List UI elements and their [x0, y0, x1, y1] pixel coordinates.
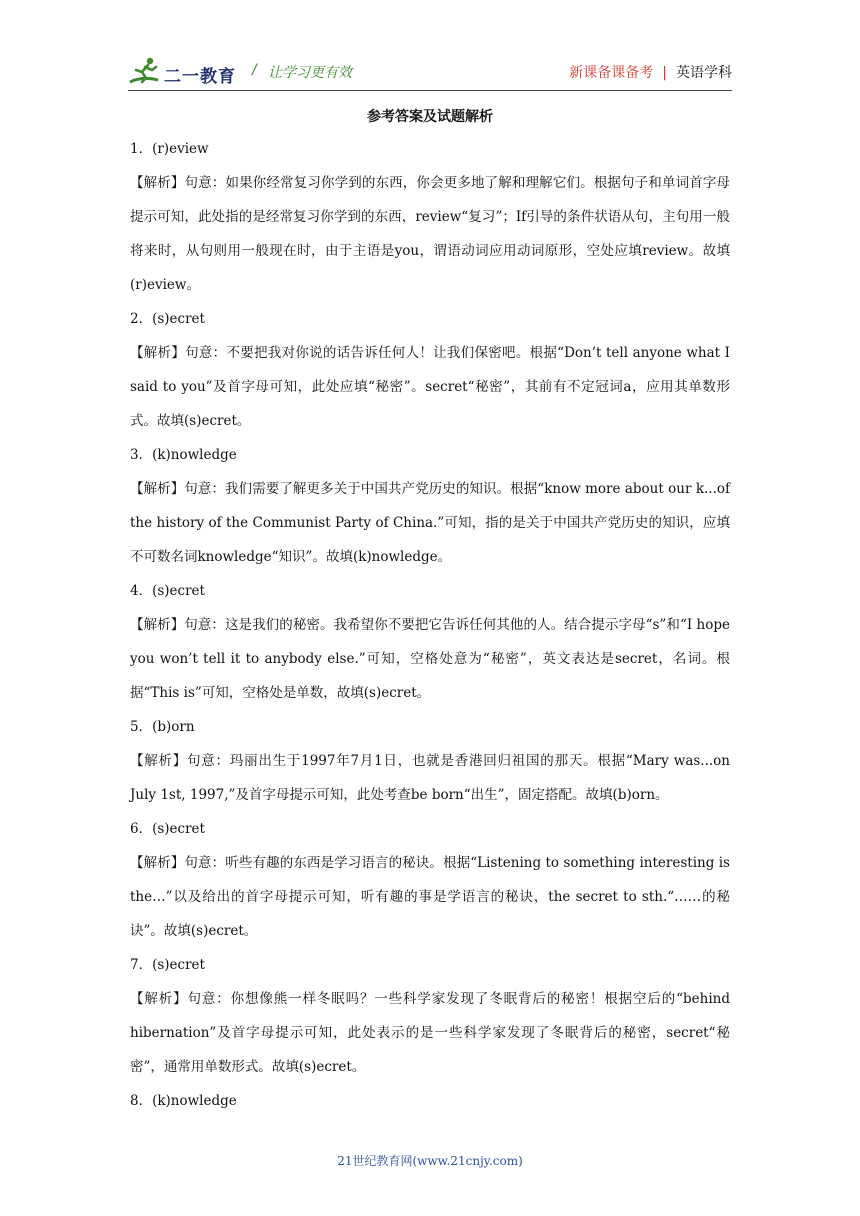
answer-5: 5．(b)orn	[130, 719, 195, 735]
explanation-6: 【解析】句意：听些有趣的东西是学习语言的秘诀。根据“Listening to something interesting is the…”以及给出的首字母提示可知，听有趣的事是学语言的秘诀，the secret to sth.“……的秘诀”。故填(s)ecret。	[130, 855, 730, 939]
explanation-1: 【解析】句意：如果你经常复习你学到的东西，你会更多地了解和理解它们。根据句子和单词首字母提示可知，此处指的是经常复习你学到的东西，review“复习”；If引导的条件状语从句，主句用一般将来时，从句则用一般现在时，由于主语是you，谓语动词应用动词原形，空处应填review。故填(r)eview。	[130, 175, 730, 293]
page-header	[128, 54, 732, 90]
header-subject	[569, 62, 732, 82]
logo-text: 二一教育	[164, 67, 236, 87]
page-title: 参考答案及试题解析	[367, 109, 493, 125]
runner-logo-icon	[128, 56, 164, 86]
page-footer: 21世纪教育网(www.21cnjy.com)	[337, 1154, 523, 1168]
header-divider: |	[662, 65, 667, 81]
slogan-separator: /	[252, 62, 257, 78]
explanation-2: 【解析】句意：不要把我对你说的话告诉任何人！让我们保密吧。根据“Don’t tell anyone what I said to you”及首字母可知，此处应填“秘密”。secret“秘密”，其前有不定冠词a，应用其单数形式。故填(s)ecret。	[130, 345, 730, 429]
answer-8: 8．(k)nowledge	[130, 1093, 237, 1109]
logo	[128, 54, 240, 88]
explanation-4: 【解析】句意：这是我们的秘密。我希望你不要把它告诉任何其他的人。结合提示字母“s”和“I hope you won’t tell it to anybody else.”可知，空格处意为“秘密”，英文表达是secret，名词。根据“This is”可知，空格处是单数，故填(s)ecret。	[130, 617, 730, 701]
explanation-5: 【解析】句意：玛丽出生于1997年7月1日，也就是香港回归祖国的那天。根据“Mary was...on July 1st, 1997,”及首字母提示可知，此处考查be born“出生”，固定搭配。故填(b)orn。	[130, 753, 730, 803]
header-rule	[128, 90, 732, 91]
answer-7: 7．(s)ecret	[130, 957, 205, 973]
answer-2: 2．(s)ecret	[130, 311, 205, 327]
explanation-7: 【解析】句意：你想像熊一样冬眠吗？一些科学家发现了冬眠背后的秘密！根据空后的“behind hibernation”及首字母提示可知，此处表示的是一些科学家发现了冬眠背后的秘密，secret“秘密”，通常用单数形式。故填(s)ecret。	[130, 991, 730, 1075]
answer-1: 1．(r)eview	[130, 141, 209, 157]
header-category: 新课备课备考	[569, 65, 654, 81]
slogan: 让学习更有效	[268, 65, 352, 81]
explanation-3: 【解析】句意：我们需要了解更多关于中国共产党历史的知识。根据“know more about our k...of the history of the Communist Party of China.”可知，指的是关于中国共产党历史的知识，应填不可数名词knowledge“知识”。故填(k)nowledge。	[130, 481, 730, 565]
answer-4: 4．(s)ecret	[130, 583, 205, 599]
answer-list	[130, 132, 730, 1118]
answer-3: 3．(k)nowledge	[130, 447, 237, 463]
answer-6: 6．(s)ecret	[130, 821, 205, 837]
header-subject-label: 英语学科	[676, 65, 732, 81]
